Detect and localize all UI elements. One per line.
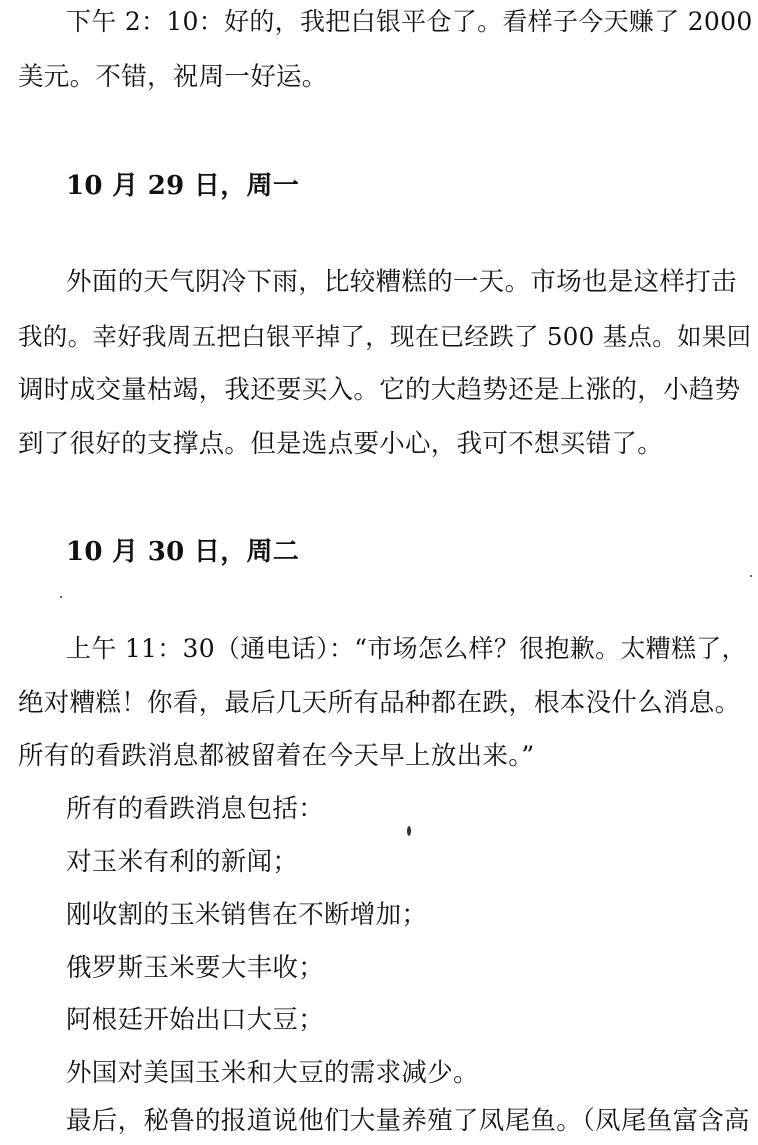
list-item: 外国对美国玉米和大豆的需求减少。 xyxy=(66,1058,479,1088)
list-item: 对玉米有利的新闻； xyxy=(66,847,299,877)
date-heading: 10 月 30 日，周二 xyxy=(66,537,300,567)
list-item: 刚收割的玉米销售在不断增加； xyxy=(66,900,428,930)
text-line: 上午 11：30（通电话）：“市场怎么样？很抱歉。太糟糕了， xyxy=(66,634,747,663)
scan-speck xyxy=(60,596,62,598)
text-line: 下午 2：10：好的，我把白银平仓了。看样子今天赚了 2000 xyxy=(66,7,753,36)
scan-speck xyxy=(407,826,411,836)
text-line: 所有的看跌消息都被留着在今天早上放出来。” xyxy=(18,741,535,771)
date-heading: 10 月 29 日，周一 xyxy=(66,171,300,201)
list-item: 阿根廷开始出口大豆； xyxy=(66,1005,325,1035)
text-line: 最后，秘鲁的报道说他们大量养殖了凤尾鱼。（凤尾鱼富含高 xyxy=(66,1106,750,1136)
scan-speck xyxy=(750,575,752,577)
text-line: 到了很好的支撑点。但是选点要小心，我可不想买错了。 xyxy=(18,429,664,459)
list-item: 俄罗斯玉米要大丰收； xyxy=(66,953,325,983)
text-line: 外面的天气阴冷下雨，比较糟糕的一天。市场也是这样打击 xyxy=(66,267,737,297)
text-line: 调时成交量枯竭，我还要买入。它的大趋势还是上涨的，小趋势 xyxy=(18,375,741,405)
text-line: 美元。不错，祝周一好运。 xyxy=(18,62,328,92)
news-intro: 所有的看跌消息包括： xyxy=(66,794,325,824)
text-line: 绝对糟糕！你看，最后几天所有品种都在跌，根本没什么消息。 xyxy=(18,688,741,718)
text-line: 我的。幸好我周五把白银平掉了，现在已经跌了 500 基点。如果回 xyxy=(18,322,752,351)
